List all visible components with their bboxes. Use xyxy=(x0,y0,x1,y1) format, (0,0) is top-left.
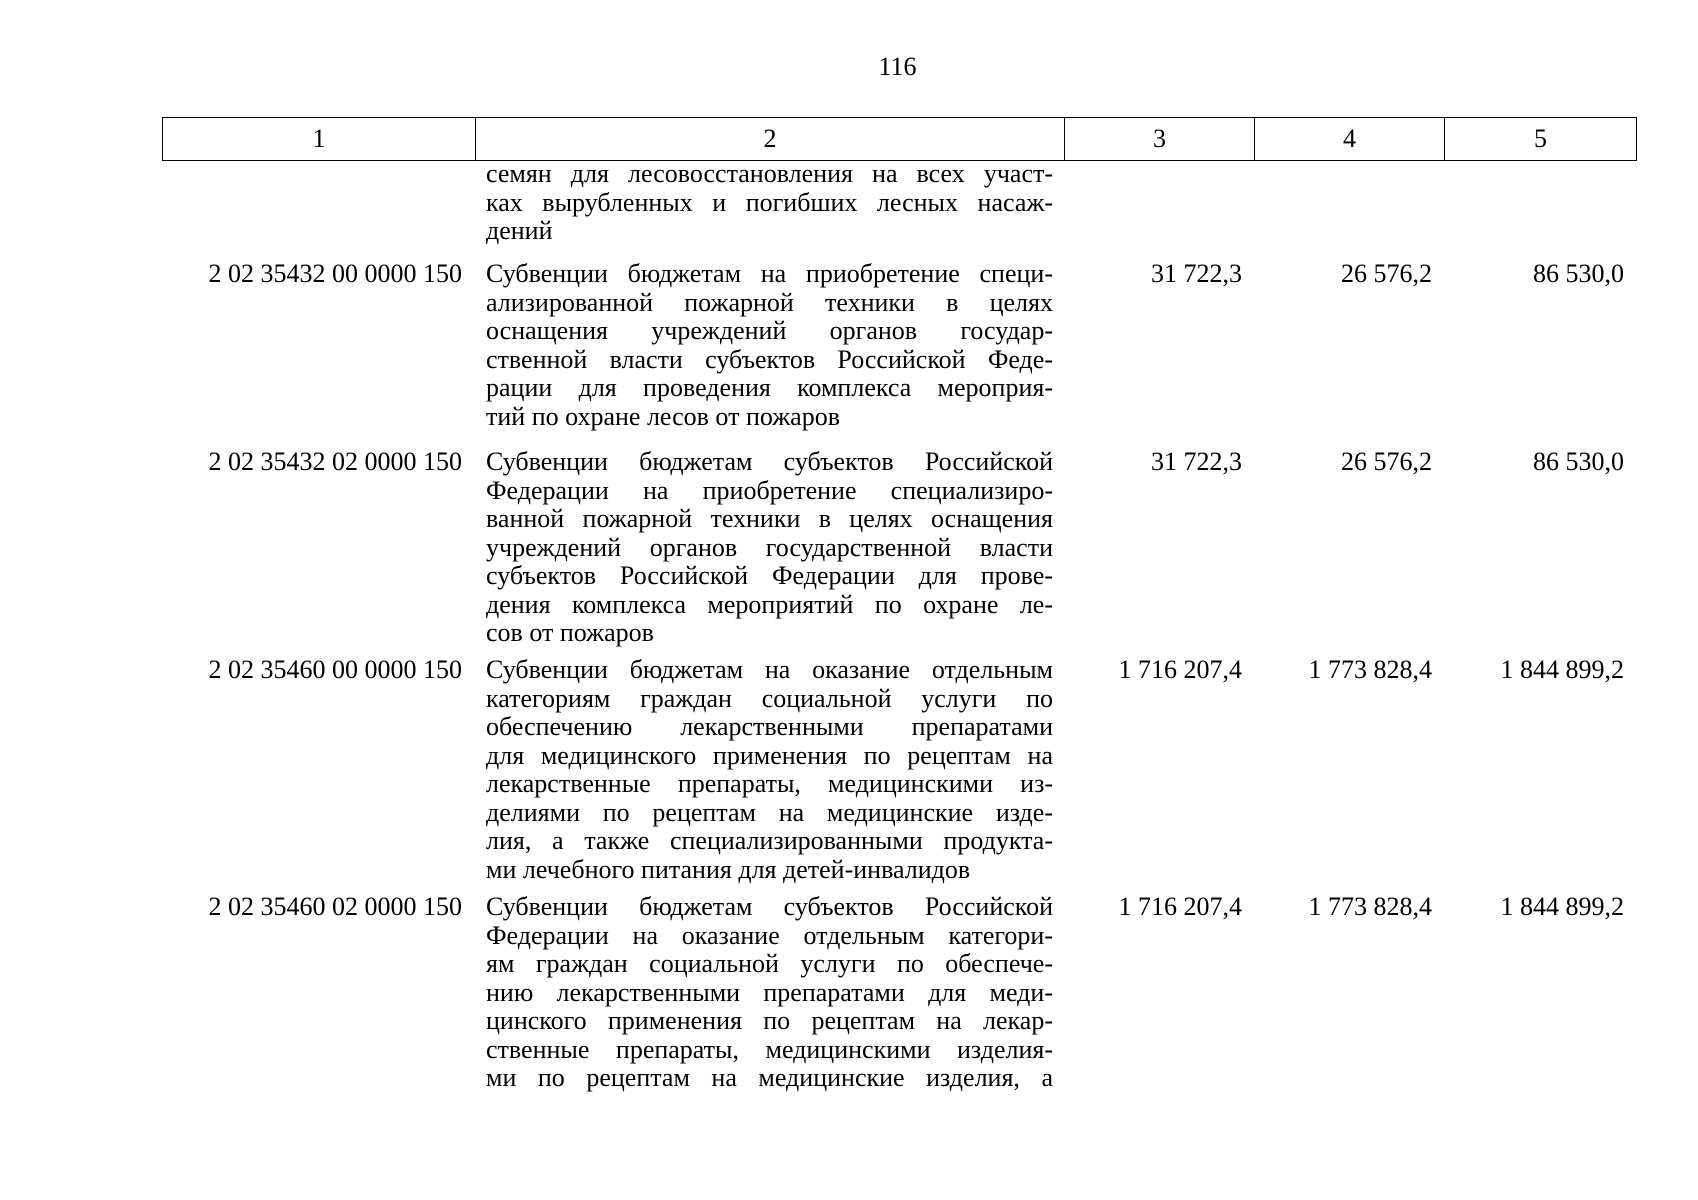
row-description xyxy=(486,893,1053,1093)
row-description xyxy=(486,160,1053,246)
table-header xyxy=(162,117,1637,161)
row-value-col5: 1 844 899,2 xyxy=(1500,892,1624,921)
description-line: рации для проведения комплекса мероприя- xyxy=(486,373,1053,402)
description-line: Субвенции бюджетам на приобретение специ- xyxy=(486,259,1053,288)
row-value-col4: 26 576,2 xyxy=(1341,259,1432,288)
description-line: категориям граждан социальной услуги по xyxy=(486,683,1053,713)
row-value-col5: 86 530,0 xyxy=(1533,447,1624,476)
row-code: 2 02 35460 02 0000 150 xyxy=(208,892,462,921)
header-col-4: 4 xyxy=(1255,118,1445,161)
description-line: дения комплекса мероприятий по охране ле- xyxy=(486,589,1053,619)
row-value-col5: 86 530,0 xyxy=(1533,259,1624,288)
description-line: Федерации на оказание отдельным категори- xyxy=(486,920,1053,950)
description-line: ственной власти субъектов Российской Феде- xyxy=(486,344,1053,374)
description-line: ям граждан социальной услуги по обеспече- xyxy=(486,949,1053,978)
header-col-3: 3 xyxy=(1065,118,1255,161)
row-code: 2 02 35432 02 0000 150 xyxy=(208,447,462,476)
description-line: Субвенции бюджетам субъектов Российской xyxy=(486,447,1053,476)
header-col-5: 5 xyxy=(1445,118,1637,161)
description-line: обеспечению лекарственными препаратами xyxy=(486,712,1053,741)
description-line: сов от пожаров xyxy=(486,618,654,647)
page-number: 116 xyxy=(878,52,917,81)
row-value-col3: 1 716 207,4 xyxy=(1118,892,1242,921)
row-value-col4: 1 773 828,4 xyxy=(1308,892,1432,921)
description-line: лия, а также специализированными продукта- xyxy=(486,826,1053,855)
row-description xyxy=(486,260,1053,431)
description-line: для медицинского применения по рецептам на xyxy=(486,740,1053,770)
row-value-col3: 31 722,3 xyxy=(1151,259,1242,288)
description-line: ственные препараты, медицинскими изделия- xyxy=(486,1034,1053,1064)
description-line: ализированной пожарной техники в целях xyxy=(486,287,1053,317)
description-line: ках вырубленных и погибших лесных насаж- xyxy=(486,187,1053,217)
description-line: ванной пожарной техники в целях оснащения xyxy=(486,504,1053,533)
description-line: Субвенции бюджетам субъектов Российской xyxy=(486,892,1053,921)
row-value-col3: 1 716 207,4 xyxy=(1118,655,1242,684)
row-value-col4: 1 773 828,4 xyxy=(1308,655,1432,684)
row-code: 2 02 35432 00 0000 150 xyxy=(208,259,462,288)
row-description xyxy=(486,656,1053,884)
row-value-col3: 31 722,3 xyxy=(1151,447,1242,476)
description-line: Федерации на приобретение специализиро- xyxy=(486,475,1053,505)
description-line: лекарственные препараты, медицинскими из- xyxy=(486,769,1053,798)
header-col-1: 1 xyxy=(163,118,476,161)
description-line: ми по рецептам на медицинские изделия, а xyxy=(486,1063,1053,1092)
row-value-col4: 26 576,2 xyxy=(1341,447,1432,476)
description-line: нию лекарственными препаратами для меди- xyxy=(486,977,1053,1007)
description-line: тий по охране лесов от пожаров xyxy=(486,401,840,431)
description-line: учреждений органов государственной власти xyxy=(486,532,1053,562)
description-line: дений xyxy=(486,216,553,245)
description-line: субъектов Российской Федерации для прове- xyxy=(486,561,1053,590)
header-col-2: 2 xyxy=(476,118,1065,161)
row-code: 2 02 35460 00 0000 150 xyxy=(208,655,462,684)
description-line: делиями по рецептам на медицинские изде- xyxy=(486,797,1053,827)
row-code xyxy=(162,160,475,189)
description-line: ми лечебного питания для детей-инвалидов xyxy=(486,854,971,884)
description-line: Субвенции бюджетам на оказание отдельным xyxy=(486,655,1053,684)
description-line: цинского применения по рецептам на лекар- xyxy=(486,1006,1053,1035)
row-description xyxy=(486,448,1053,648)
description-line: семян для лесовосстановления на всех участ- xyxy=(486,159,1053,188)
description-line: оснащения учреждений органов государ- xyxy=(486,316,1053,345)
row-value-col5: 1 844 899,2 xyxy=(1500,655,1624,684)
